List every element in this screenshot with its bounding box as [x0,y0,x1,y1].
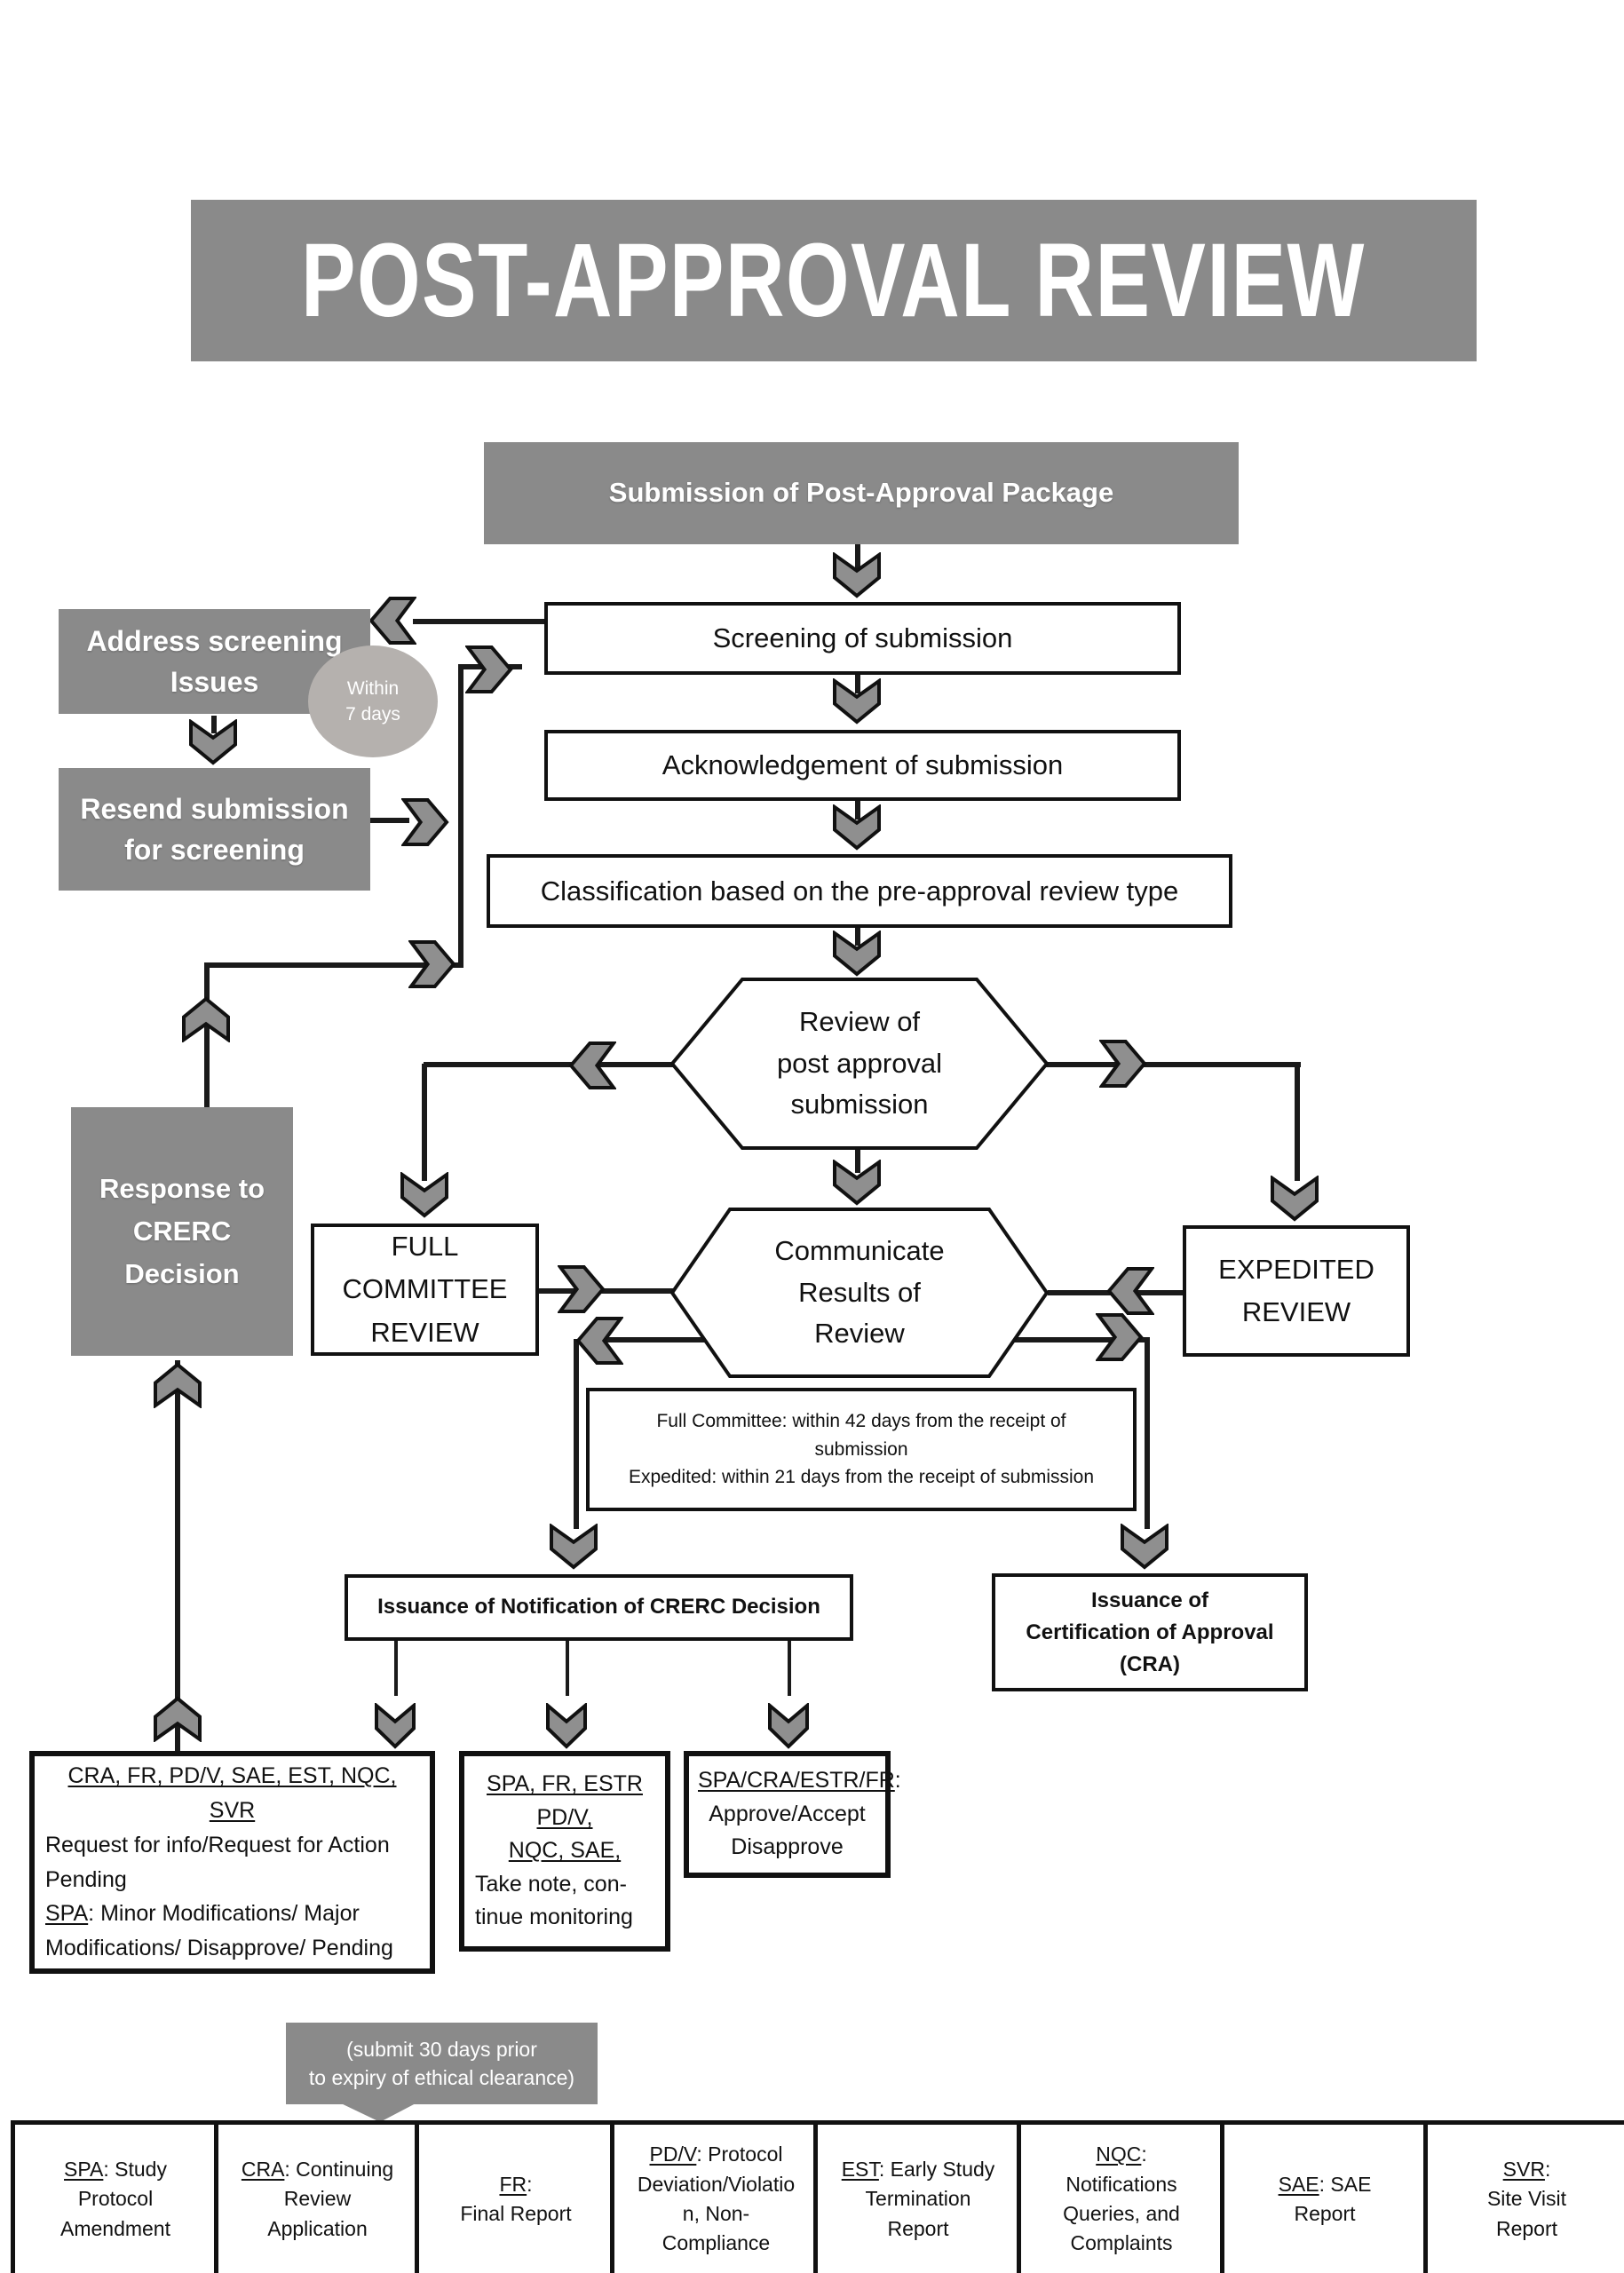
chevron-up-icon [181,996,231,1042]
acknowledgement-box [544,730,1181,801]
text-line: (CRA) [1120,1651,1180,1676]
legend-abbr-line: EST: Early Study [841,2157,995,2181]
expedited-review-box [1183,1225,1410,1357]
chevron-up-icon [153,1362,202,1408]
page-title: POST-APPROVAL REVIEW [301,222,1367,339]
classification-box [487,854,1232,928]
abbreviation-underlined: SAE [1278,2172,1319,2196]
text-line [475,1768,654,1802]
text-segment: Pending [45,1866,127,1892]
text-line [475,1901,654,1935]
outcome-pending-box [29,1751,435,1974]
connector-line [422,1064,427,1181]
timeline-note-box [586,1388,1137,1511]
communicate-hexagon [670,1208,1049,1382]
text-line [45,1759,419,1828]
legend-abbr-line: SVR: [1502,2157,1551,2181]
chevron-right-icon [1099,1039,1147,1089]
connector-line [566,1641,569,1696]
text-line: Address screening [86,624,343,657]
chevron-down-icon [832,804,882,851]
text-line: Issuance of [1090,1588,1209,1612]
text-line: Certification of Approval [1026,1620,1274,1644]
text-line [45,1897,419,1931]
communicate-hexagon-label [670,1208,1049,1378]
text-line: CRERC [132,1215,232,1247]
issuance-cra-box [992,1573,1308,1691]
text-line: Full Committee: within 42 days from the receipt of [656,1411,1066,1432]
text-line: Application [267,2216,368,2240]
text-line [475,1868,654,1902]
text-line: Complaints [1070,2231,1173,2255]
outcome-monitor-box [459,1751,670,1952]
legend-abbr-line: FR: [499,2172,533,2196]
chevron-up-icon [153,1696,202,1742]
text-line: Expedited: within 21 days from the receipt of submission [628,1467,1095,1488]
text-line: Issues [170,666,259,698]
text-line: COMMITTEE [342,1273,508,1305]
text-line: Communicate [774,1235,945,1267]
full-committee-box [311,1224,539,1356]
title-banner [191,200,1477,361]
chevron-left-icon [1106,1266,1154,1316]
text-line: EXPEDITED [1218,1253,1374,1285]
text-line: Final Report [460,2202,572,2225]
text-line: submission [790,1089,929,1121]
text-line: Notifications [1066,2172,1177,2196]
chevron-down-icon [832,678,882,725]
text-line [45,1863,419,1897]
legend-abbr-line: SAE: SAE [1278,2172,1372,2196]
abbreviation-underlined: PD/V, [536,1804,593,1830]
text-line: Report [1495,2216,1558,2240]
abbreviation-underlined: EST [841,2157,879,2181]
connector-line [458,666,463,968]
text-line: Deviation/Violatio [637,2172,796,2196]
text-line: Resend submission [80,792,349,825]
legend-box-nqc [1017,2120,1226,2273]
text-line [45,1828,419,1863]
text-line: Review [283,2187,352,2211]
chevron-down-icon [400,1172,449,1218]
text-line [698,1831,876,1865]
text-line: Review [814,1318,905,1350]
abbreviation-underlined: SPA [45,1901,89,1927]
text-line: Report [887,2216,949,2240]
chevron-left-icon [568,1041,616,1090]
text-line: n, Non- [682,2202,750,2225]
review-hexagon-label [670,978,1049,1150]
connector-line [413,619,546,624]
legend-abbr-line: CRA: Continuing [241,2157,394,2181]
text-segment: Disapprove [731,1834,844,1860]
chevron-down-icon [1270,1176,1319,1222]
abbreviation-underlined: PD/V [649,2142,697,2166]
chevron-down-icon [832,1160,882,1206]
chevron-down-icon [832,552,882,598]
chevron-right-icon [401,797,449,847]
issuance-notification-box [345,1574,853,1641]
connector-line [175,1360,180,1753]
abbreviation-underlined: CRA, FR, PD/V, SAE, EST, NQC, SVR [67,1763,397,1823]
abbreviation-underlined: SPA/CRA/ESTR/FR [698,1768,895,1794]
text-segment: Modifications/ Disapprove/ Pending [45,1936,393,1960]
resend-submission-box [59,768,370,891]
text-line: Amendment [59,2216,170,2240]
screening-box [544,602,1181,675]
submit-30-days-bubble [286,2023,598,2104]
text-segment: Request for info/Request for Action [45,1832,390,1857]
text-line [45,1931,419,1966]
legend-abbr-line: NQC: [1096,2142,1147,2166]
chevron-down-icon [374,1703,416,1749]
text-line [698,1764,901,1798]
chevron-down-icon [767,1703,810,1749]
legend-box-pdv [610,2120,822,2273]
text-line: Report [1294,2202,1356,2225]
text-line: Compliance [661,2231,771,2255]
text-line: (submit 30 days prior [346,2037,537,2061]
text-line: REVIEW [1241,1296,1351,1327]
text-line: Queries, and [1063,2202,1180,2225]
response-crerc-box [71,1107,293,1356]
text-line: Site Visit [1486,2187,1567,2211]
classification-label: Classification based on the pre-approval review type [540,875,1179,907]
chevron-down-icon [545,1703,588,1749]
submission-box [484,442,1239,544]
text-line [698,1798,876,1832]
abbreviation-underlined: SPA, FR, ESTR [487,1771,643,1797]
text-segment: : Minor Modifications/ Major [88,1901,360,1927]
abbreviation-underlined: SPA [64,2157,104,2181]
legend-abbr-line: PD/V: Protocol [649,2142,783,2166]
connector-line [1295,1064,1300,1181]
abbreviation-underlined: NQC, SAE, [508,1838,622,1864]
legend-abbr-line: SPA: Study [64,2157,167,2181]
text-segment: Approve/Accept [709,1801,866,1826]
text-line: submission [814,1438,908,1460]
abbreviation-underlined: CRA [241,2157,285,2181]
connector-line [788,1641,791,1696]
text-line: Protocol [77,2187,154,2211]
issuance-notification-label: Issuance of Notification of CRERC Decision [377,1595,820,1620]
text-line: Results of [798,1276,921,1308]
text-line [475,1834,654,1868]
text-line: to expiry of ethical clearance) [308,2066,575,2089]
legend-box-sae [1220,2120,1430,2273]
text-line: REVIEW [370,1316,479,1348]
legend-box-svr [1423,2120,1624,2273]
chevron-down-icon [188,719,238,765]
connector-line [424,1062,674,1067]
text-segment: : [894,1768,901,1794]
text-line: 7 days [345,704,400,725]
abbreviation-underlined: SVR [1502,2157,1545,2181]
screening-label: Screening of submission [712,622,1013,654]
text-segment: Take note, con- [475,1871,627,1897]
legend-box-spa [11,2120,220,2273]
text-line: Response to [99,1172,265,1204]
abbreviation-underlined: FR [499,2172,527,2196]
legend-box-cra [214,2120,421,2273]
text-line: Review of [798,1006,921,1038]
text-line: post approval [776,1047,943,1079]
review-hexagon [670,978,1049,1154]
connector-line [394,1641,398,1696]
within-7-days-badge [308,645,438,757]
outcome-approve-box [684,1751,901,1878]
connector-line [1046,1062,1301,1067]
chevron-down-icon [1120,1524,1169,1570]
text-line: for screening [124,834,305,866]
text-line: Termination [865,2187,971,2211]
chevron-right-icon [408,939,456,989]
chevron-right-icon [558,1264,606,1314]
chevron-right-icon [1096,1312,1144,1362]
connector-line [1145,1341,1150,1529]
chevron-down-icon [549,1524,598,1570]
legend-box-fr [415,2120,617,2273]
text-line: FULL [391,1231,459,1263]
legend-box-est [813,2120,1023,2273]
text-segment: tinue monitoring [475,1905,633,1930]
text-line: Within [346,677,400,699]
text-line: Decision [124,1258,240,1290]
chevron-left-icon [575,1316,623,1366]
chevron-down-icon [832,931,882,977]
abbreviation-underlined: NQC [1096,2142,1142,2166]
chevron-left-icon [368,596,416,645]
connector-line [574,1339,579,1529]
acknowledgement-label: Acknowledgement of submission [661,749,1064,781]
chevron-right-icon [465,645,513,694]
text-line [475,1802,654,1835]
submission-label: Submission of Post-Approval Package [608,477,1114,509]
